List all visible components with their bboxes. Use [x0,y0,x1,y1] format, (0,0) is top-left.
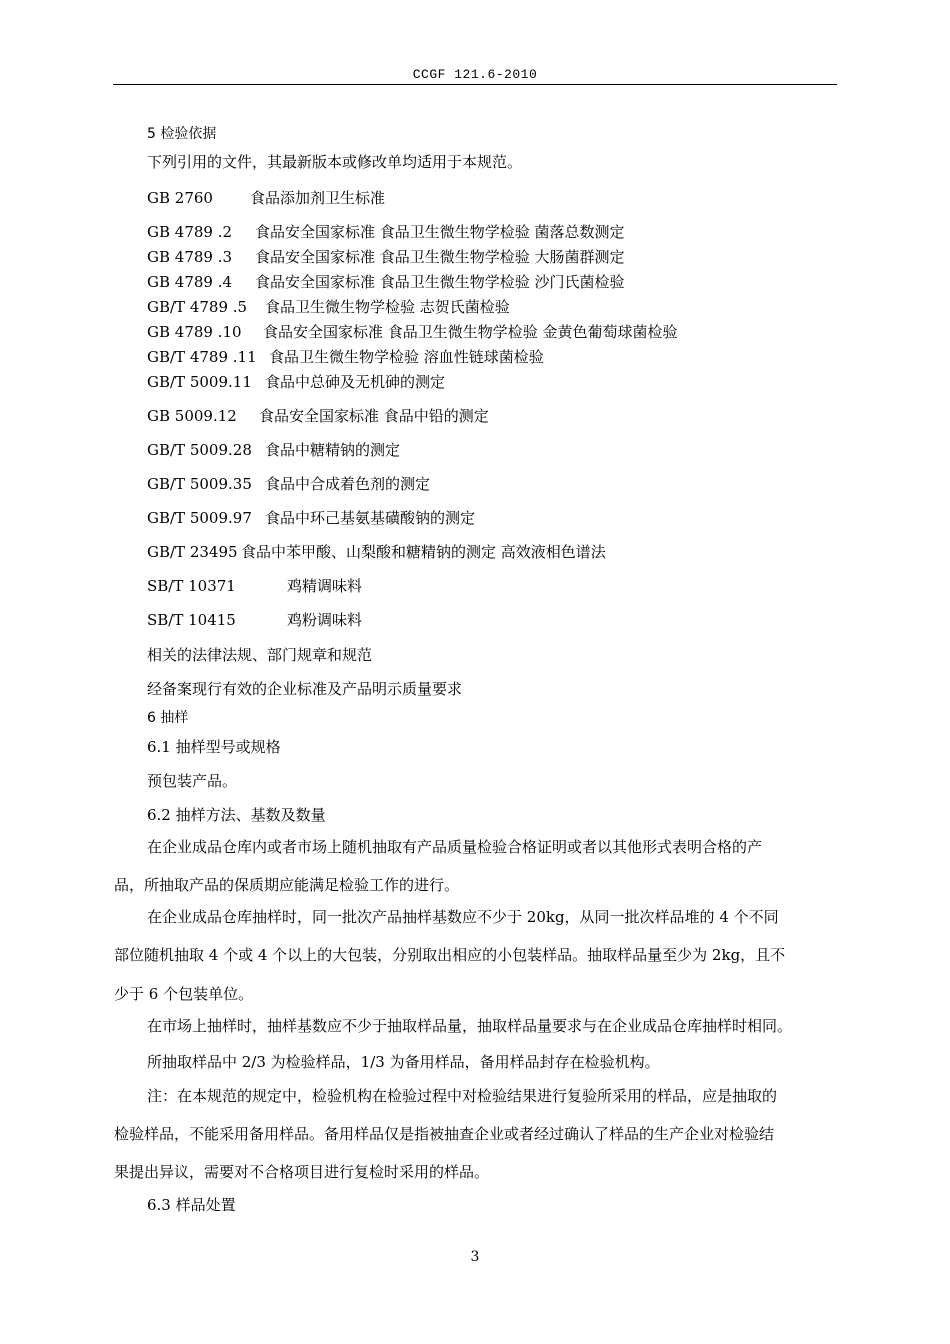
reference-item [147,407,489,425]
note-line: 果提出异议，需要对不合格项目进行复检时采用的样品。 [114,1163,490,1181]
reference-code: GB/T 5009.35 [147,475,252,493]
reference-code: GB/T 4789 .11 [147,348,257,366]
reference-code: GB/T 4789 .5 [147,298,248,316]
reference-code: GB 2760 [147,189,213,207]
reference-item [147,475,431,493]
section-6-2-heading: 6.2 抽样方法、基数及数量 [147,806,326,824]
reference-code: SB/T 10415 [147,611,236,629]
reference-item [147,348,544,366]
reference-title: 食品安全国家标准 食品卫生微生物学检验 沙门氏菌检验 [255,273,625,291]
paragraph-line: 品，所抽取产品的保质期应能满足检验工作的进行。 [114,876,460,894]
reference-title: 食品卫生微生物学检验 溶血性链球菌检验 [269,348,544,366]
reference-item [147,441,401,459]
reference-title: 食品中苯甲酸、山梨酸和糖精钠的测定 高效液相色谱法 [241,543,606,561]
section-5-intro: 下列引用的文件，其最新版本或修改单均适用于本规范。 [147,153,523,171]
reference-title: 食品卫生微生物学检验 志贺氏菌检验 [265,298,510,316]
reference-code: GB 4789 .10 [147,323,242,341]
reference-item [147,611,363,629]
reference-code: GB 4789 .2 [147,223,233,241]
reference-item [147,373,446,391]
reference-code: GB/T 5009.97 [147,509,252,527]
reference-item [147,273,625,291]
section-6-3-heading: 6.3 样品处置 [147,1196,236,1214]
reference-item [147,223,625,241]
paragraph-line: 在企业成品仓库抽样时，同一批次产品抽样基数应不少于 20kg，从同一批次样品堆的 4 个不同 [147,908,779,926]
paragraph-line: 所抽取样品中 2/3 为检验样品，1/3 为备用样品，备用样品封存在检验机构。 [147,1053,660,1071]
header-rule [113,84,837,85]
section-6-1-text: 预包装产品。 [147,772,238,790]
paragraph-line: 在企业成品仓库内或者市场上随机抽取有产品质量检验合格证明或者以其他形式表明合格的产 [147,838,763,856]
reference-title: 鸡粉调味料 [287,611,363,629]
reference-code: GB/T 5009.28 [147,441,252,459]
reference-title: 食品安全国家标准 食品中铅的测定 [259,407,489,425]
reference-code: GB 4789 .4 [147,273,233,291]
reference-item [147,189,386,207]
document-code-header: CCGF 121.6-2010 [412,67,538,82]
enterprise-standards-reference: 经备案现行有效的企业标准及产品明示质量要求 [147,680,463,698]
reference-title: 食品中合成着色剂的测定 [265,475,431,493]
page-number: 3 [470,1249,480,1265]
laws-reference: 相关的法律法规、部门规章和规范 [147,646,373,664]
reference-item [147,248,625,266]
reference-title: 食品中总砷及无机砷的测定 [265,373,446,391]
reference-title: 食品安全国家标准 食品卫生微生物学检验 金黄色葡萄球菌检验 [263,323,678,341]
reference-title: 食品中糖精钠的测定 [265,441,401,459]
note-line: 注：在本规范的规定中，检验机构在检验过程中对检验结果进行复验所采用的样品，应是抽取的 [147,1087,778,1105]
reference-title: 鸡精调味料 [287,577,363,595]
reference-item [147,298,510,316]
paragraph-line: 少于 6 个包装单位。 [114,985,254,1003]
section-6-1-heading: 6.1 抽样型号或规格 [147,738,281,756]
note-line: 检验样品，不能采用备用样品。备用样品仅是指被抽查企业或者经过确认了样品的生产企业对检验结 [114,1125,775,1143]
paragraph-line: 在市场上抽样时，抽样基数应不少于抽取样品量，抽取样品量要求与在企业成品仓库抽样时相同。 [147,1017,793,1035]
reference-title: 食品中环己基氨基磺酸钠的测定 [265,509,476,527]
reference-title: 食品安全国家标准 食品卫生微生物学检验 大肠菌群测定 [255,248,625,266]
paragraph-line: 部位随机抽取 4 个或 4 个以上的大包装，分别取出相应的小包装样品。抽取样品量至少为 2kg，且不 [114,946,786,964]
reference-code: GB/T 23495 [147,543,238,561]
reference-title: 食品添加剂卫生标准 [250,189,386,207]
reference-item [147,509,476,527]
reference-item [147,323,678,341]
section-5-heading: 5 检验依据 [147,126,217,142]
reference-item [147,543,606,561]
section-6-heading: 6 抽样 [147,710,189,726]
reference-code: SB/T 10371 [147,577,236,595]
reference-item [147,577,363,595]
reference-code: GB/T 5009.11 [147,373,252,391]
reference-code: GB 5009.12 [147,407,237,425]
reference-title: 食品安全国家标准 食品卫生微生物学检验 菌落总数测定 [255,223,625,241]
reference-code: GB 4789 .3 [147,248,233,266]
